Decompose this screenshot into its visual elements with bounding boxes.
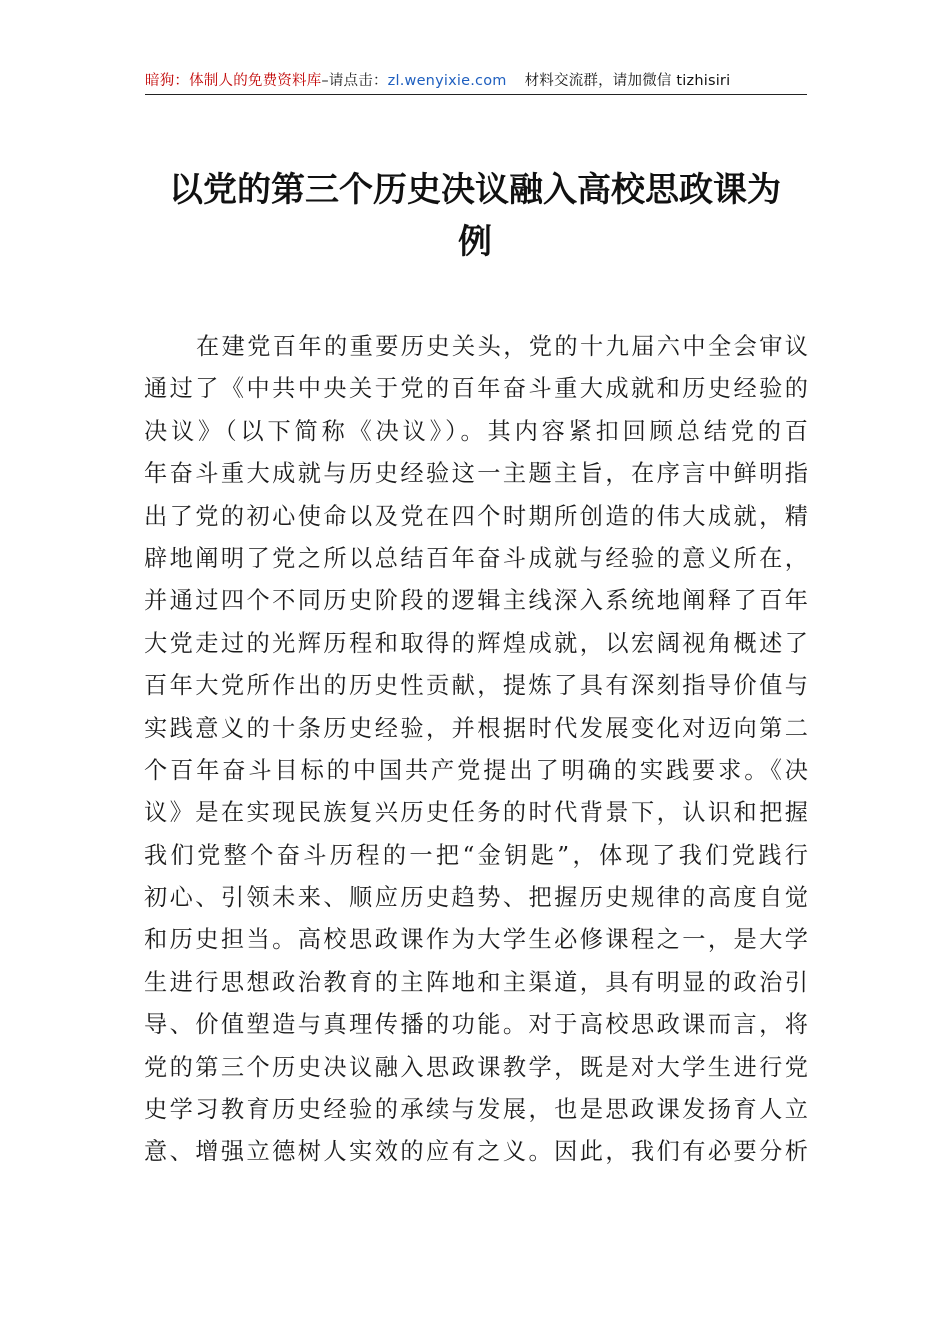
paragraph-line: 党的第三个历史决议融入思政课教学，既是对大学生进行党 (144, 1053, 808, 1081)
paragraph-line: 百年大党所作出的历史性贡献，提炼了具有深刻指导价值与 (144, 672, 808, 700)
header-contact: 材料交流群，请加微信 tizhisiri (524, 73, 731, 89)
paragraph-line: 出了党的初心使命以及党在四个时期所创造的伟大成就，精 (144, 502, 808, 530)
header-cta: –请点击： (321, 73, 388, 89)
paragraph-line: 在建党百年的重要历史关头，党的十九届六中全会审议 (196, 333, 808, 360)
header-brand: 暗狗：体制人的免费资料库 (145, 73, 322, 89)
paragraph-line: 史学习教育历史经验的承续与发展，也是思政课发扬育人立 (144, 1096, 808, 1124)
paragraph-line: 个百年奋斗目标的中国共产党提出了明确的实践要求。《决 (144, 756, 808, 784)
paragraph-line: 并通过四个不同历史阶段的逻辑主线深入系统地阐释了百年 (144, 587, 808, 615)
paragraph-line: 实践意义的十条历史经验，并根据时代发展变化对迈向第二 (144, 714, 808, 742)
title-line: 例 (458, 222, 492, 262)
paragraph-line: 辟地阐明了党之所以总结百年奋斗成就与经验的意义所在， (144, 544, 808, 572)
paragraph-line: 我们党整个奋斗历程的一把“金钥匙”，体现了我们党践行 (144, 841, 808, 869)
page-header (145, 70, 807, 95)
paragraph-line: 生进行思想政治教育的主阵地和主渠道，具有明显的政治引 (144, 968, 808, 996)
document-title (100, 164, 850, 268)
paragraph-line: 大党走过的光辉历程和取得的辉煌成就，以宏阔视角概述了 (144, 629, 808, 657)
paragraph-line: 意、增强立德树人实效的应有之义。因此，我们有必要分析 (144, 1138, 808, 1166)
header-url-link[interactable]: zl.wenyixie.com (387, 73, 507, 89)
paragraph-line: 初心、引领未来、顺应历史趋势、把握历史规律的高度自觉 (144, 884, 808, 912)
paragraph-line: 年奋斗重大成就与历史经验这一主题主旨，在序言中鲜明指 (144, 460, 808, 488)
document-body (144, 326, 808, 1174)
title-line: 以党的第三个历史决议融入高校思政课为 (169, 170, 781, 210)
paragraph-line: 通过了《中共中央关于党的百年奋斗重大成就和历史经验的 (144, 375, 808, 403)
paragraph-line: 导、价值塑造与真理传播的功能。对于高校思政课而言，将 (144, 1011, 808, 1039)
paragraph-line: 和历史担当。高校思政课作为大学生必修课程之一，是大学 (144, 926, 808, 954)
paragraph-line: 议》是在实现民族复兴历史任务的时代背景下，认识和把握 (144, 799, 808, 827)
paragraph-line: 决议》（以下简称《决议》）。其内容紧扣回顾总结党的百 (144, 417, 808, 445)
